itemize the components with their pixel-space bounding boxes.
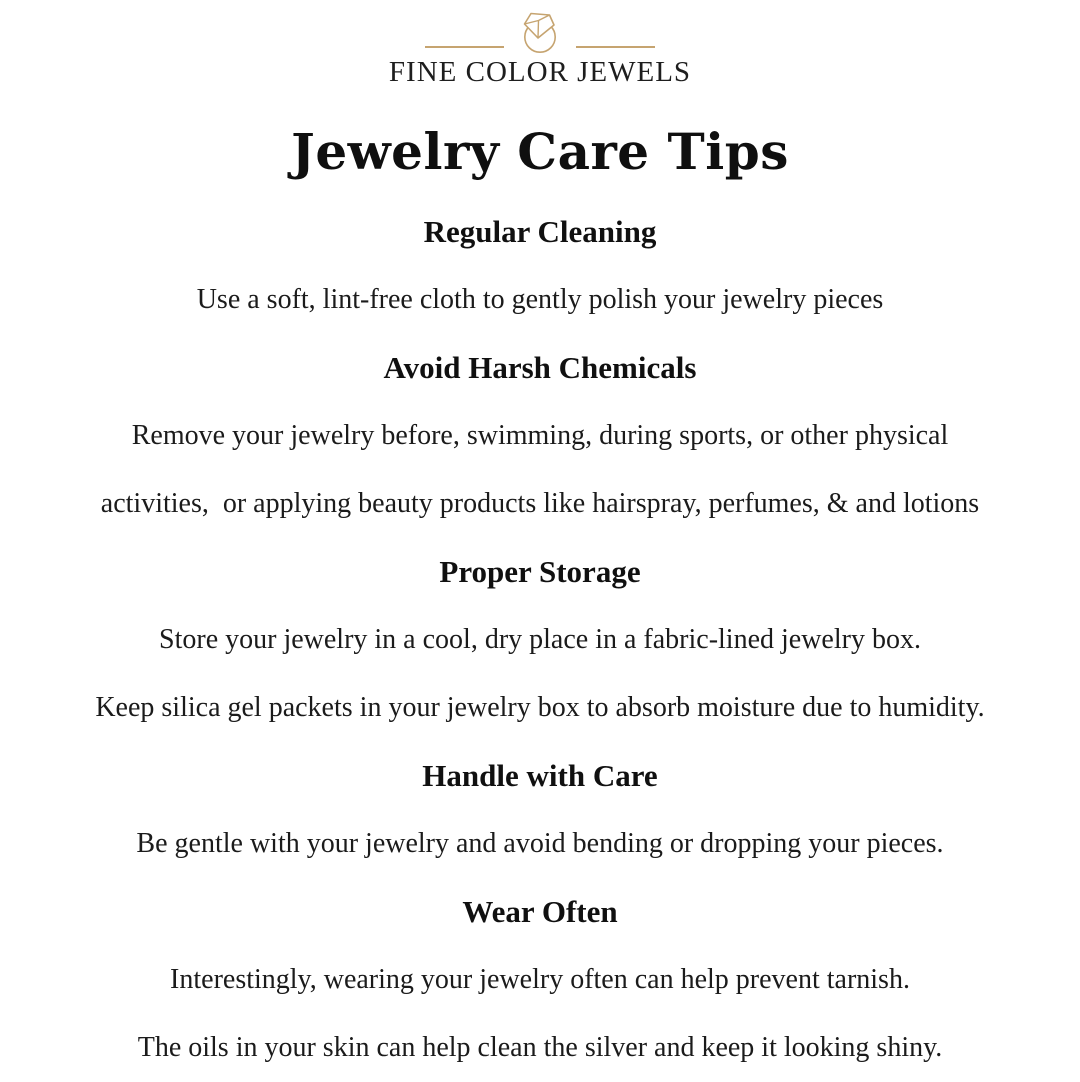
tip-section-avoid-harsh-chemicals bbox=[0, 334, 1080, 538]
tip-heading: Handle with Care bbox=[422, 758, 658, 793]
tip-line: Keep silica gel packets in your jewelry box to absorb moisture due to humidity. bbox=[95, 692, 985, 723]
tip-line: Use a soft, lint-free cloth to gently polish your jewelry pieces bbox=[196, 284, 884, 315]
logo-rule-left bbox=[425, 46, 504, 48]
tip-heading: Avoid Harsh Chemicals bbox=[383, 350, 697, 385]
brand-logo bbox=[0, 6, 1080, 88]
tip-section-proper-storage bbox=[0, 538, 1080, 742]
logo-row bbox=[425, 6, 655, 54]
tip-line: Interestingly, wearing your jewelry often can help prevent tarnish. bbox=[170, 964, 910, 995]
tip-heading: Proper Storage bbox=[439, 554, 641, 589]
tip-line: activities, or applying beauty products like hairspray, perfumes, & and lotions bbox=[100, 488, 980, 519]
tip-section-regular-cleaning bbox=[0, 198, 1080, 334]
logo-rule-right bbox=[576, 46, 655, 48]
tip-line: Be gentle with your jewelry and avoid bending or dropping your pieces. bbox=[136, 828, 944, 859]
brand-name: FINE COLOR JEWELS bbox=[388, 56, 692, 88]
tip-heading: Wear Often bbox=[462, 894, 618, 929]
diamond-ring-icon bbox=[516, 6, 564, 54]
tip-line: The oils in your skin can help clean the silver and keep it looking shiny. bbox=[137, 1032, 943, 1063]
page-title: Jewelry Care Tips bbox=[291, 122, 789, 181]
tip-heading: Regular Cleaning bbox=[423, 214, 657, 249]
tip-line: Store your jewelry in a cool, dry place in a fabric-lined jewelry box. bbox=[159, 624, 921, 655]
tips-list bbox=[0, 198, 1080, 1082]
tip-section-handle-with-care bbox=[0, 742, 1080, 878]
tip-section-wear-often bbox=[0, 878, 1080, 1082]
tip-line: Remove your jewelry before, swimming, during sports, or other physical bbox=[131, 420, 949, 451]
